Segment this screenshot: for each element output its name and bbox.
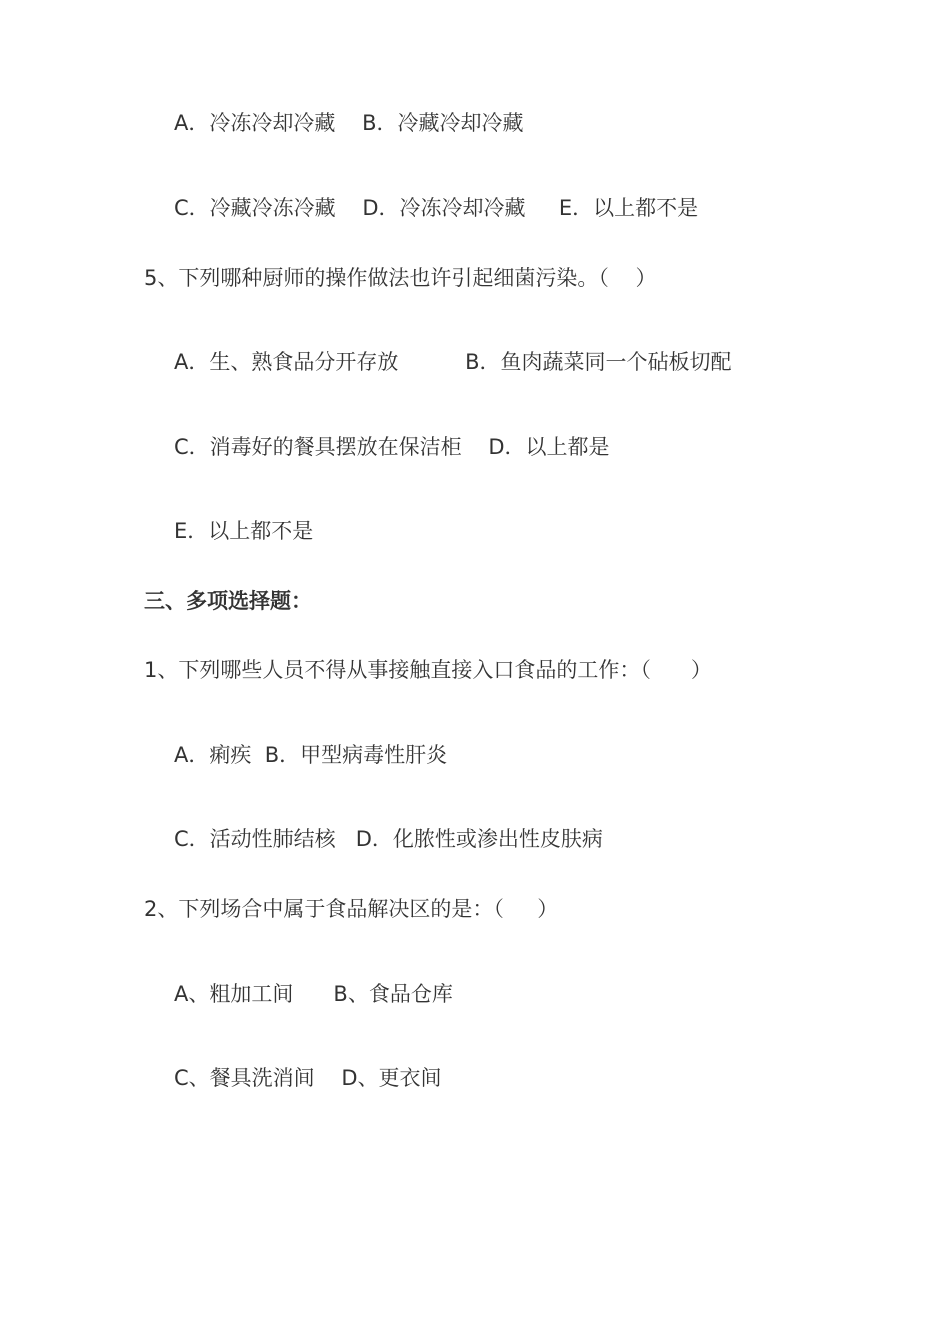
option-line: C．消毒好的餐具摆放在保洁柜 D．以上都是 xyxy=(174,435,610,459)
question-1: 1、下列哪些人员不得从事接触直接入口食品的工作：（ ） xyxy=(144,658,712,682)
option-line: C、餐具洗消间 D、更衣间 xyxy=(174,1066,442,1090)
option-line: C．冷藏冷冻冷藏 D．冷冻冷却冷藏 E．以上都不是 xyxy=(174,196,699,220)
question-5: 5、下列哪种厨师的操作做法也许引起细菌污染。（ ） xyxy=(144,266,657,290)
option-line: A、粗加工间 B、食品仓库 xyxy=(174,982,453,1006)
option-line: E．以上都不是 xyxy=(174,519,314,543)
option-line: C．活动性肺结核 D．化脓性或渗出性皮肤病 xyxy=(174,827,603,851)
option-line: A．生、熟食品分开存放 B．鱼肉蔬菜同一个砧板切配 xyxy=(174,350,732,374)
option-line: A．冷冻冷却冷藏 B．冷藏冷却冷藏 xyxy=(174,111,524,135)
question-2: 2、下列场合中属于食品解决区的是：（ ） xyxy=(144,897,559,921)
section-heading: 三、多项选择题： xyxy=(144,589,312,613)
option-line: A．痢疾 B．甲型病毒性肝炎 xyxy=(174,743,448,767)
